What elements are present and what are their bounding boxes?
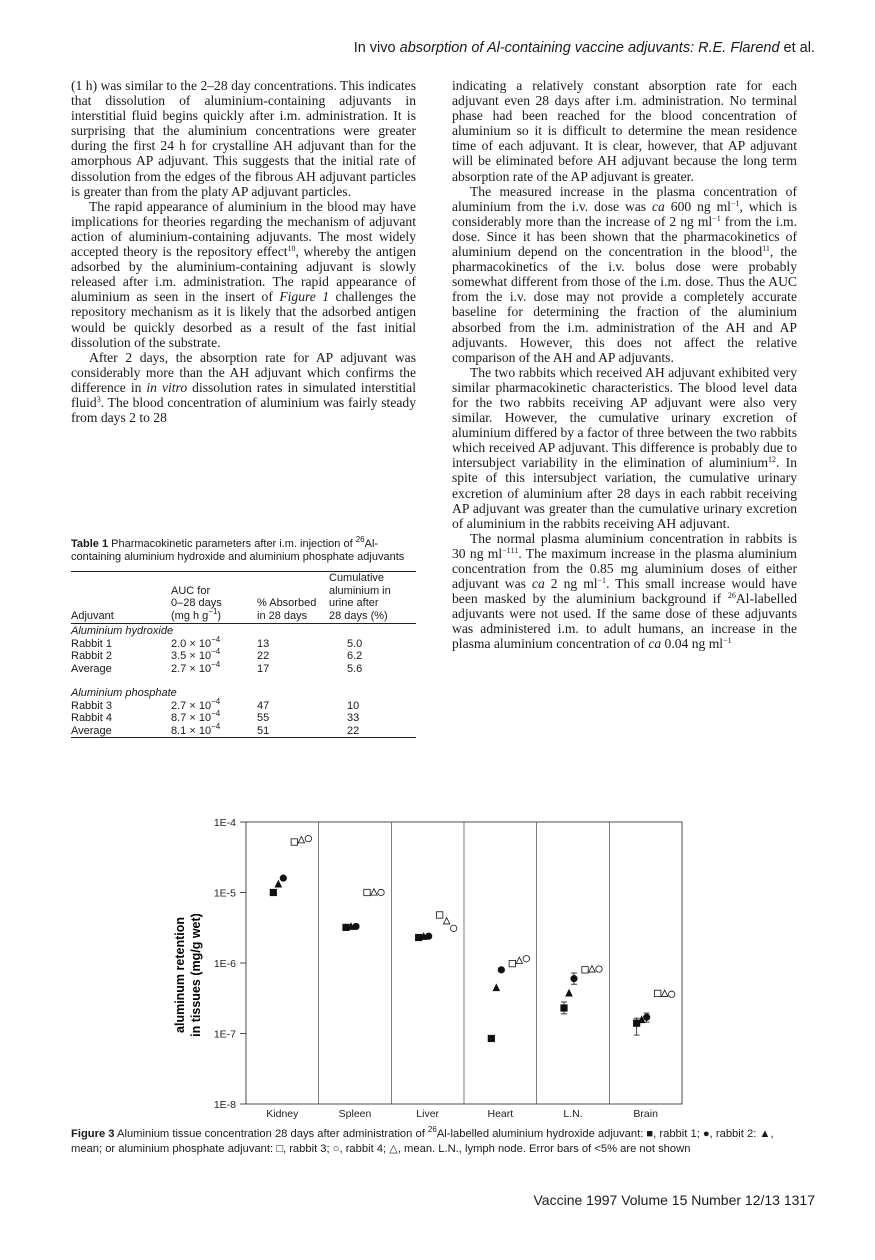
data-point-square-open: [509, 960, 515, 966]
col-header-adjuvant: Adjuvant: [71, 610, 171, 624]
right-paragraph-1: indicating a relatively constant absorption rate for each adjuvant even 28 days after i.m. administration. No terminal phase had been reached for the blood concentration of aluminium so it is difficult to determine the mean residence time of each adjuvant. It is clear, however, that AP adjuvant will be eliminated before AH adjuvant because the long term absorption rate of the AP adjuvant is greater.: [452, 78, 797, 184]
col-header-cumulative: Cumulative: [329, 572, 416, 585]
data-point-triangle-open: [371, 889, 377, 895]
x-category-label: Kidney: [266, 1108, 299, 1120]
data-point-square-filled: [270, 889, 276, 895]
y-tick-label: 1E-5: [213, 887, 236, 900]
y-axis-label-line: aluminum retention: [173, 917, 187, 1033]
data-point-triangle-filled: [493, 984, 499, 990]
right-paragraph-2: The measured increase in the plasma concentration of aluminium from the i.v. dose was ca 600 ng $ml^{-1}$, which is considerably more than the increase of 2 ng $ml^{-1}$ from the i.m. dose. Since it has been shown that the pharmacokinetics of aluminium depend on the concentration in the blood$^{11}$, the pharmacokinetics of the i.v. bolus dose were probably somewhat different from those of the i.m. dose. Thus the AUC from the i.v. dose may not provide a completely accurate baseline for determining the fraction of the aluminium absorbed from the i.m. administration of the AH and AP adjuvants. However, this does not affect the relative comparison of the AH and AP adjuvants.: [452, 183, 798, 365]
data-point-circle-filled: [571, 975, 577, 981]
data-point-square-open: [436, 912, 442, 918]
data-point-square-open: [654, 990, 660, 996]
table-row: Rabbit 2 $3.5 \times 10^{-4}$ 22 6.2: [71, 647, 363, 662]
x-category-label: Spleen: [338, 1108, 372, 1120]
data-point-square-filled: [488, 1035, 494, 1041]
x-category-label: Brain: [633, 1108, 658, 1120]
data-point-square-filled: [561, 1005, 567, 1011]
x-category-label: L.N.: [563, 1108, 583, 1120]
data-point-triangle-filled: [566, 990, 572, 996]
right-paragraph-4: The normal plasma aluminium concentration in rabbits is 30 ng $ml^{-111}$. The maximum increase in the plasma aluminium concentration from the 0.85 mg aluminium doses of either adjuvant was ca 2 ng $ml^{-1}$. This small increase would have been masked by the aluminium background if $^{26}$Al-labelled adjuvants were not used. If the same dose of these adjuvants was administered i.m. to adult humans, an increase in the plasma aluminium concentration of ca 0.04 ng $ml^{-1}$: [452, 530, 798, 652]
y-axis-label-line: in tissues (mg/g wet): [189, 913, 203, 1037]
data-point-circle-filled: [280, 875, 286, 881]
col-header-absorbed: in 28 days: [257, 610, 329, 624]
table-row: Rabbit 4 $8.7 \times 10^{-4}$ 55 33: [71, 709, 360, 724]
data-point-square-open: [291, 839, 297, 845]
left-paragraph-2: The rapid appearance of aluminium in the blood may have implications for theories regarding the mechanism of adjuvant action of aluminium-containing adjuvants. The most widely accepted theory is the repository effect$^{10}$, whereby the antigen adsorbed by the aluminium-containing adjuvant is slowly released after i.m. administration. The rapid appearance of aluminium as seen in the insert of Figure 1 challenges the repository mechanism as it is likely that the adsorbed antigen would be quickly desorbed as a result of the fast initial dissolution of the substrate.: [71, 198, 416, 350]
data-point-circle-filled: [643, 1014, 649, 1020]
figure-3-chart: [170, 815, 700, 1125]
table-row: Rabbit 1 $2.0 \times 10^{-4}$ 13 5.0: [71, 634, 363, 650]
data-point-circle-open: [596, 966, 602, 972]
y-tick-label: 1E-4: [213, 817, 236, 829]
x-category-label: Liver: [416, 1108, 440, 1120]
table-group-header: Aluminium hydroxide: [71, 625, 174, 637]
data-point-circle-open: [450, 925, 456, 931]
data-point-triangle-open: [516, 957, 522, 963]
col-header-auc: (mg h $g^{-1}$): [171, 610, 257, 624]
figure-reference: Figure 1: [279, 289, 330, 305]
x-category-label: Heart: [487, 1108, 514, 1120]
data-point-triangle-filled: [275, 881, 281, 887]
left-paragraph-3: After 2 days, the absorption rate for AP adjuvant was considerably more than the AH adjuvant which confirms the difference in in vitro dissolution rates in simulated interstitial fluid$^3$. The blood concentration of aluminium was fairly steady from days 2 to 28: [71, 349, 416, 426]
left-column: [71, 78, 416, 425]
table-row: Average $8.1 \times 10^{-4}$ 51 22: [71, 725, 416, 738]
data-point-circle-filled: [498, 967, 504, 973]
right-column: [452, 78, 797, 652]
data-point-square-open: [364, 889, 370, 895]
running-header: In vivo absorption of Al-containing vaccine adjuvants: R.E. Flarend et al.: [353, 40, 815, 56]
y-tick-label: 1E-7: [213, 1028, 236, 1041]
data-point-circle-open: [668, 991, 674, 997]
data-point-circle-open: [523, 956, 529, 962]
right-paragraph-3: The two rabbits which received AH adjuvant exhibited very similar pharmacokinetic characteristics. The blood level data for the two rabbits receiving AP adjuvant were also very similar. However, the cumulative urinary excretion of aluminium differed by a factor of three between the two rabbits which received AP adjuvant. This difference is probably due to intersubject variability in the elimination of aluminium$^{12}$. In spite of this intersubject variation, the cumulative urinary excretion of aluminium after 28 days in each rabbit receiving AP adjuvant was greater than the cumulative urinary excretion of aluminium in the rabbits receiving AH adjuvant.: [452, 364, 798, 531]
data-point-circle-open: [378, 889, 384, 895]
table-group-header: Aluminium phosphate: [71, 687, 177, 699]
table-row: Rabbit 3 $2.7 \times 10^{-4}$ 47 10: [71, 696, 360, 712]
data-point-triangle-open: [298, 837, 304, 843]
y-tick-label: 1E-6: [213, 958, 236, 970]
data-point-triangle-open: [589, 966, 595, 972]
table-caption: Table 1 Pharmacokinetic parameters after i.m. injection of $^{26}$Al-containing aluminium hydroxide and aluminium phosphate adjuvants: [71, 535, 405, 563]
figure-caption: Figure 3 Aluminium tissue concentration 28 days after administration of $^{26}$Al-labelled aluminium hydroxide adjuvant: ■, rabbit 1; ●, rabbit 2: ▲, mean; or aluminium phosphate adjuvant: □, rabbit 3; ○, rabbit 4; △, mean. L.N., lymph node. Error bars of <5% are not shown: [71, 1125, 774, 1155]
data-point-triangle-open: [443, 918, 449, 924]
y-tick-label: 1E-8: [213, 1099, 236, 1111]
pharmacokinetic-table: Cumulative AUC for aluminium in 0–28 days % Absorbed urine after Adjuvant (mg h $g^{-1}$) in 28 days 28 days (%) Aluminium hydroxide Rabbit 1 $2.0 \times 10^{-4}$ 13 5.0 Rabbit 2 $3.5 \times 10^{-4}$ 22 6.2 Average $2.7 \times 10^{-4}$ 17 5.6 Aluminium phosphate Rabbit 3 $2.7 \times 10^{-4}$ 47 10 Rabbit 4 $8.7 \times 10^{-4}$ 55 33 Average $8.1 \times 10^{-4}$ 51 22: [71, 571, 416, 738]
data-point-square-open: [582, 967, 588, 973]
y-axis-label: [173, 913, 203, 1037]
left-paragraph-1: (1 h) was similar to the 2–28 day concentrations. This indicates that dissolution of aluminium-containing adjuvants in interstitial fluid begins quickly after i.m. administration. It is surprising that the aluminium concentrations were greater during the first 24 h for crystalline AH adjuvant than for the amorphous AP adjuvant. This suggests that the initial rate of dissolution from the edges of the fibrous AH adjuvant particles is greater than from the platy AP adjuvant particles.: [71, 78, 416, 199]
page-footer: Vaccine 1997 Volume 15 Number 12/13 1317: [533, 1192, 815, 1208]
data-point-circle-open: [305, 835, 311, 841]
table-row: Average $2.7 \times 10^{-4}$ 17 5.6: [71, 659, 363, 675]
table-1: [71, 535, 416, 738]
data-point-triangle-open: [661, 990, 667, 996]
